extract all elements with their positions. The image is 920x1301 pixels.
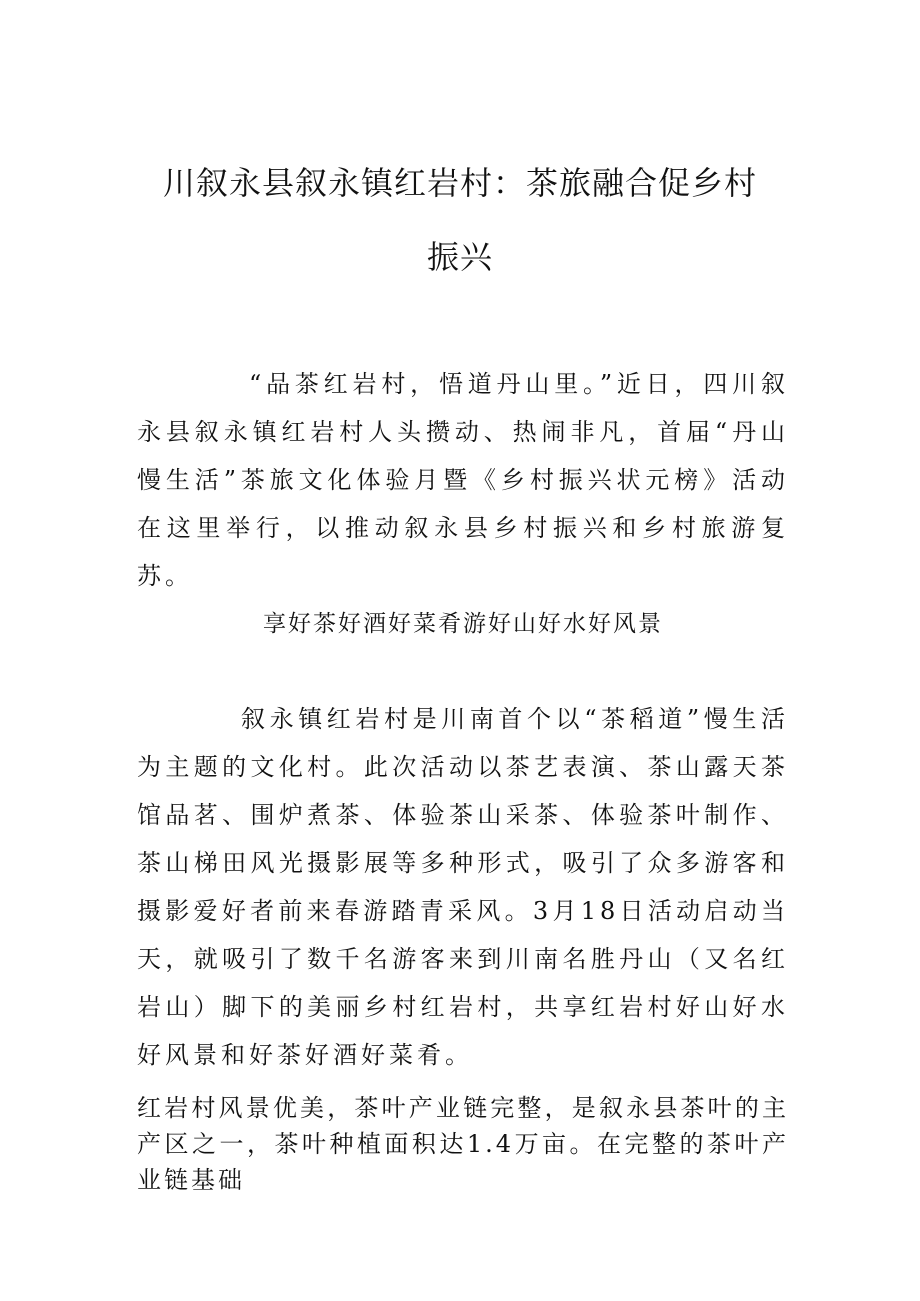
section-subheading: 享好茶好酒好菜肴游好山好水好风景 bbox=[263, 611, 663, 637]
paragraph-intro: “品茶红岩村，悟道丹山里。”近日，四川叙永县叙永镇红岩村人头攒动、热闹非凡，首届“丹山慢生活”茶旅文化体验月暨《乡村振兴状元榜》活动在这里举行，以推动叙永县乡村振兴和乡村旅游复苏。 bbox=[137, 370, 789, 590]
article-title-line-1: 川叙永县叙永镇红岩村：茶旅融合促乡村 bbox=[162, 164, 757, 202]
paragraph-village-activity: 叙永镇红岩村是川南首个以“茶稻道”慢生活为主题的文化村。此次活动以茶艺表演、茶山露天茶馆品茗、围炉煮茶、体验茶山采茶、体验茶叶制作、茶山梯田风光摄影展等多种形式，吸引了众多游客和摄影爱好者前来春游踏青采风。3月18日活动启动当天，就吸引了数千名游客来到川南名胜丹山（又名红岩山）脚下的美丽乡村红岩村，共享红岩村好山好水好风景和好茶好酒好菜肴。 bbox=[137, 705, 789, 1069]
article-title-line-2: 振兴 bbox=[426, 238, 493, 276]
paragraph-tea-industry: 红岩村风景优美，茶叶产业链完整，是叙永县茶叶的主产区之一，茶叶种植面积达1.4万亩。在完整的茶叶产业链基础 bbox=[137, 1094, 789, 1194]
